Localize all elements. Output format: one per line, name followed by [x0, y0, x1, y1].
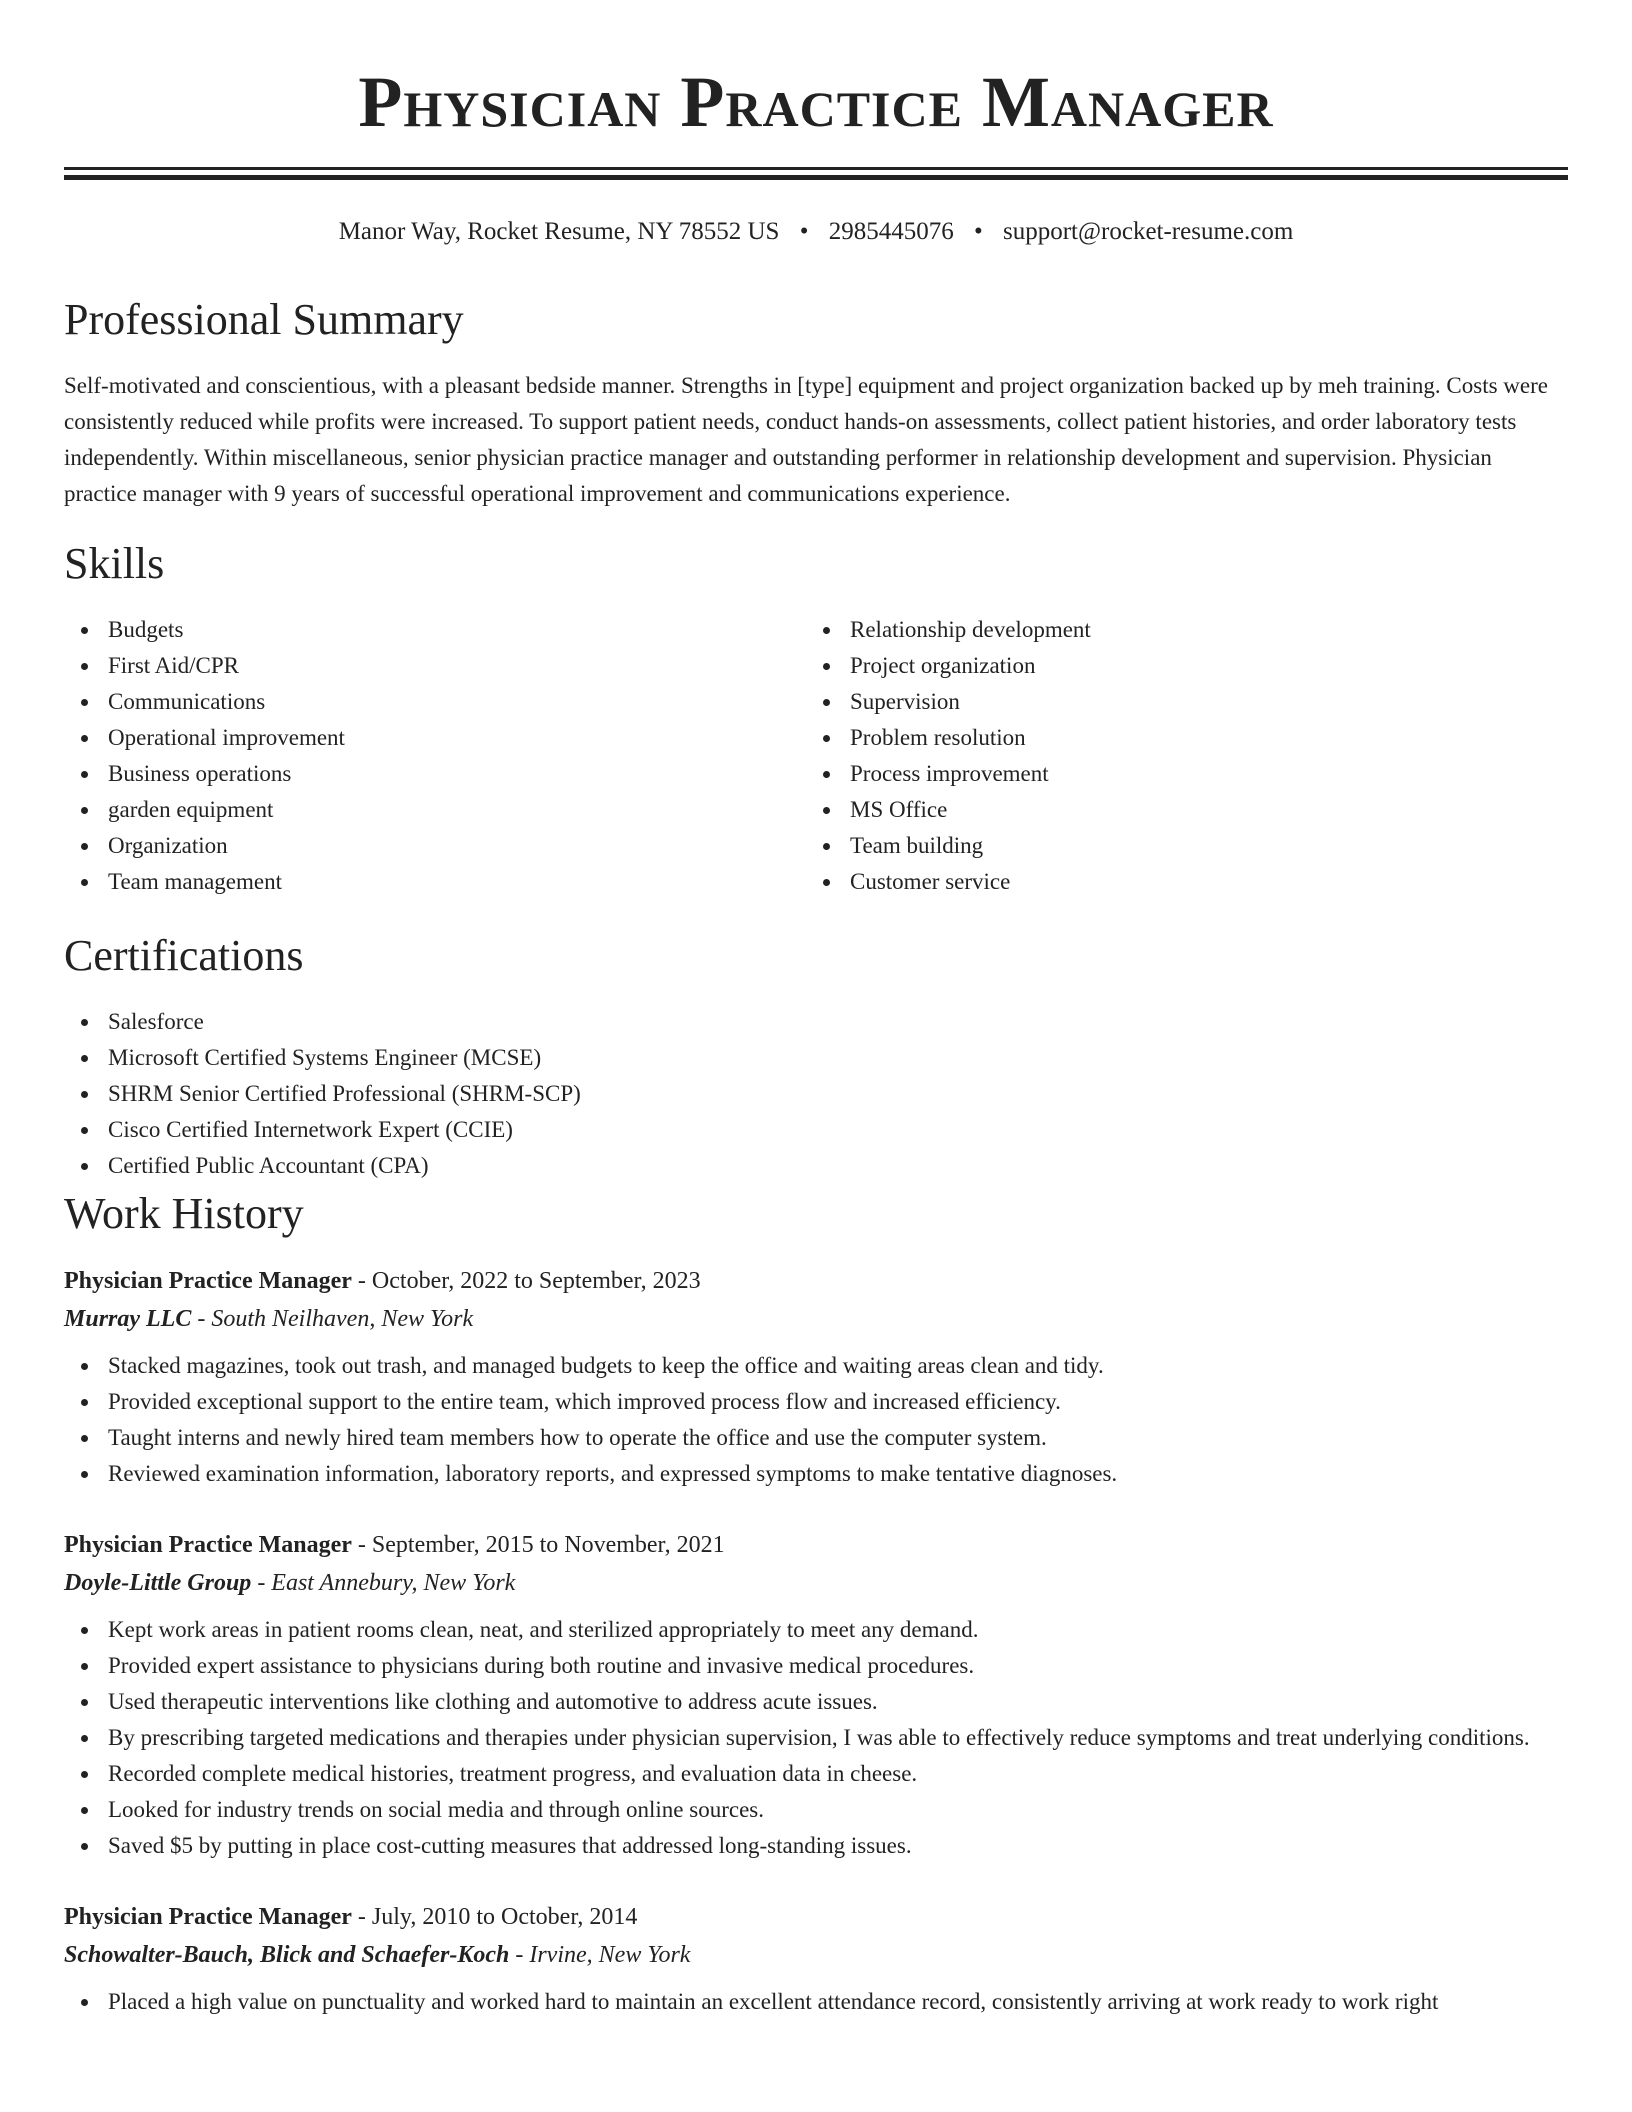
skill-item: Team management [64, 864, 806, 900]
job-role: Physician Practice Manager [64, 1268, 352, 1294]
summary-section [64, 290, 1568, 512]
job-entry [64, 1526, 1568, 1864]
job-duty-item: Saved $5 by putting in place cost-cutting measures that addressed long-standing issues. [64, 1828, 1568, 1864]
certifications-section [64, 926, 1568, 1184]
skill-item: Business operations [64, 756, 806, 792]
certifications-heading: Certifications [64, 931, 304, 980]
job-location: - Irvine, New York [509, 1942, 691, 1968]
job-dates: - September, 2015 to November, 2021 [351, 1532, 725, 1558]
job-role: Physician Practice Manager [64, 1904, 352, 1930]
work-history-heading: Work History [64, 1189, 304, 1238]
work-history-section [64, 1184, 1568, 2020]
skill-item: Process improvement [806, 756, 1548, 792]
contact-line [0, 214, 1632, 250]
certification-item: Microsoft Certified Systems Engineer (MCSE) [64, 1040, 1568, 1076]
skills-left-list [64, 612, 806, 900]
job-duties-list [64, 1984, 1568, 2020]
job-duties-list [64, 1612, 1568, 1864]
skill-item: Problem resolution [806, 720, 1548, 756]
job-duty-item: Stacked magazines, took out trash, and managed budgets to keep the office and waiting areas clean and tidy. [64, 1348, 1568, 1384]
job-duty-item: Kept work areas in patient rooms clean, neat, and sterilized appropriately to meet any demand. [64, 1612, 1568, 1648]
job-header [64, 1262, 1568, 1300]
skills-section [64, 534, 1568, 900]
contact-address: Manor Way, Rocket Resume, NY 78552 US [338, 218, 780, 245]
job-entry [64, 1898, 1568, 2020]
resume-body [64, 290, 1568, 2054]
skill-item: Organization [64, 828, 806, 864]
skills-columns [64, 612, 1568, 900]
skill-item: garden equipment [64, 792, 806, 828]
certification-item: SHRM Senior Certified Professional (SHRM-SCP) [64, 1076, 1568, 1112]
contact-phone: 2985445076 [828, 218, 954, 245]
summary-heading: Professional Summary [64, 295, 464, 344]
job-company-line [64, 1564, 1568, 1602]
skill-item: Relationship development [806, 612, 1548, 648]
skill-item: Operational improvement [64, 720, 806, 756]
job-company-line [64, 1936, 1568, 1974]
certification-item: Certified Public Accountant (CPA) [64, 1148, 1568, 1184]
skill-item: Customer service [806, 864, 1548, 900]
certification-item: Cisco Certified Internetwork Expert (CCIE) [64, 1112, 1568, 1148]
job-company: Doyle-Little Group [64, 1570, 252, 1596]
contact-email: support@rocket-resume.com [1003, 218, 1294, 245]
skill-item: MS Office [806, 792, 1548, 828]
job-duty-item: Reviewed examination information, laboratory reports, and expressed symptoms to make tentative diagnoses. [64, 1456, 1568, 1492]
skill-item: Budgets [64, 612, 806, 648]
job-duty-item: Provided expert assistance to physicians during both routine and invasive medical procedures. [64, 1648, 1568, 1684]
certifications-list [64, 1004, 1568, 1184]
job-location: - South Neilhaven, New York [191, 1306, 474, 1332]
resume-title: Physician Practice Manager [358, 62, 1274, 142]
skill-item: Team building [806, 828, 1548, 864]
job-duty-item: Provided exceptional support to the entire team, which improved process flow and increased efficiency. [64, 1384, 1568, 1420]
job-dates: - October, 2022 to September, 2023 [351, 1268, 701, 1294]
job-duty-item: By prescribing targeted medications and therapies under physician supervision, I was able to effectively reduce symptoms and treat underlying conditions. [64, 1720, 1568, 1756]
job-duty-item: Looked for industry trends on social media and through online sources. [64, 1792, 1568, 1828]
job-company-line [64, 1300, 1568, 1338]
job-duty-item: Used therapeutic interventions like clothing and automotive to address acute issues. [64, 1684, 1568, 1720]
certification-item: Salesforce [64, 1004, 1568, 1040]
job-company: Murray LLC [64, 1306, 192, 1332]
job-header [64, 1526, 1568, 1564]
job-duty-item: Recorded complete medical histories, treatment progress, and evaluation data in cheese. [64, 1756, 1568, 1792]
job-location: - East Annebury, New York [251, 1570, 516, 1596]
job-duty-item: Placed a high value on punctuality and worked hard to maintain an excellent attendance record, consistently arriving at work ready to work right [64, 1984, 1568, 2020]
title-divider-bottom [64, 175, 1568, 180]
job-header [64, 1898, 1568, 1936]
skills-right-list [806, 612, 1548, 900]
contact-separator: • [973, 218, 983, 245]
job-role: Physician Practice Manager [64, 1532, 352, 1558]
contact-separator: • [799, 218, 809, 245]
job-entry [64, 1262, 1568, 1492]
skill-item: Communications [64, 684, 806, 720]
job-duties-list [64, 1348, 1568, 1492]
skill-item: First Aid/CPR [64, 648, 806, 684]
summary-text: Self-motivated and conscientious, with a pleasant bedside manner. Strengths in [type] equipment and project organization backed up by meh training. Costs were consistently reduced while profits were increased. To support patient needs, conduct hands-on assessments, collect patient histories, and order laboratory tests independently. Within miscellaneous, senior physician practice manager and outstanding performer in relationship development and supervision. Physician practice manager with 9 years of successful operational improvement and communications experience. [64, 373, 1548, 506]
job-company: Schowalter-Bauch, Blick and Schaefer-Koch [64, 1942, 510, 1968]
job-list [64, 1262, 1568, 2020]
title-divider-top [64, 167, 1568, 170]
job-duty-item: Taught interns and newly hired team members how to operate the office and use the computer system. [64, 1420, 1568, 1456]
skill-item: Supervision [806, 684, 1548, 720]
job-dates: - July, 2010 to October, 2014 [351, 1904, 638, 1930]
skill-item: Project organization [806, 648, 1548, 684]
skills-heading: Skills [64, 539, 165, 588]
